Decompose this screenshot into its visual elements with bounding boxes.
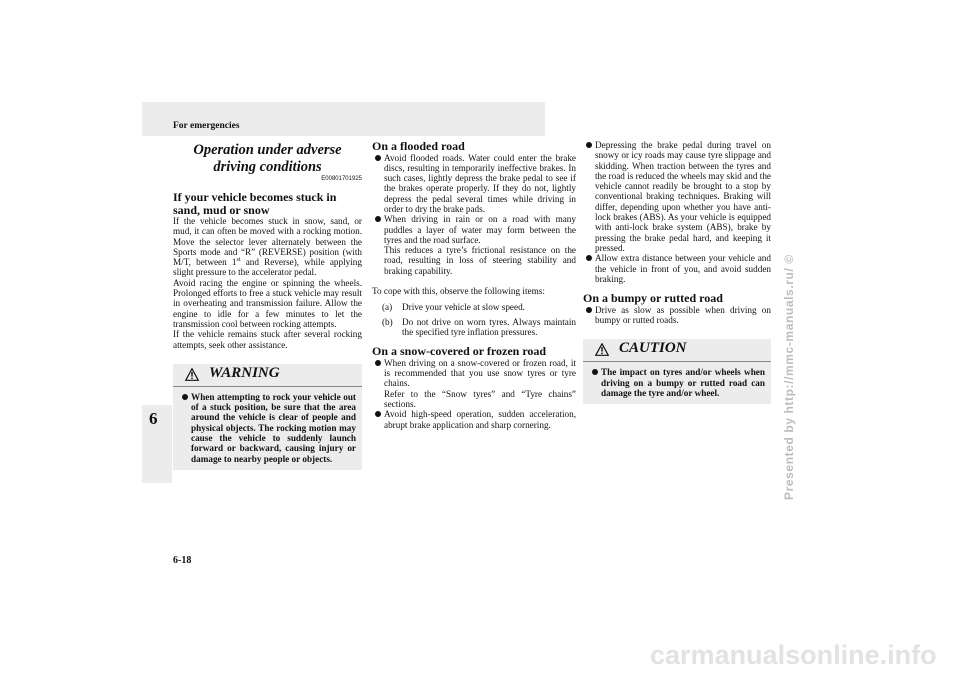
- caution-list: [589, 367, 765, 398]
- stuck-heading: If your vehicle becomes stuck in sand, mud or snow: [173, 190, 337, 217]
- bullet-icon: [375, 216, 381, 222]
- chapter-number: 6: [149, 409, 158, 428]
- section-code: E00801701925: [321, 176, 362, 182]
- list-item: When driving in rain or on a road with many puddles a layer of water may form between the tyres and the road surface. This reduces a tyre’s frictional resistance on the road, resulting in loss of steering stability and braking capability.: [372, 214, 576, 276]
- list-item: (b) Do not drive on worn tyres. Always maintain the specified tyre inflation pressures.: [382, 316, 576, 337]
- cope-list: [372, 302, 576, 337]
- warning-header: [173, 364, 362, 387]
- warning-box: [173, 364, 362, 470]
- list-item: Avoid flooded roads. Water could enter the brake discs, resulting in temporarily ineffective brakes. In such cases, lightly depress the brake pedal to see if the brakes operate properly. If they do not, lightly depress the pedal several times while driving in order to dry the brake pads.: [372, 153, 576, 215]
- bullet-icon: [586, 255, 592, 261]
- snow-heading: On a snow-covered or frozen road: [372, 344, 547, 359]
- page-title: Operation under adverse driving conditions: [193, 142, 342, 175]
- caution-box: [583, 339, 771, 404]
- cope-intro: To cope with this, observe the following items:: [372, 286, 545, 297]
- bullet-icon: [375, 155, 381, 161]
- caution-triangle-icon: [595, 343, 609, 356]
- stuck-paragraph-1: If the vehicle becomes stuck in snow, sand, or mud, it can often be moved with a rocking motion. Move the selector lever alternately between the Sports mode and “R” (REVERSE) position (with M/T, between 1st and Reverse), while applying slight pressure to the accelerator pedal.: [173, 216, 362, 278]
- page-number: 6-18: [173, 555, 192, 566]
- bullet-icon: [592, 369, 598, 375]
- list-item: Avoid high-speed operation, sudden acceleration, abrupt brake application and sharp cornering.: [372, 409, 576, 430]
- snow-list: [372, 358, 576, 430]
- caution-label: CAUTION: [619, 340, 687, 357]
- list-item: (a) Drive your vehicle at slow speed.: [382, 302, 525, 313]
- warning-triangle-icon: [185, 368, 199, 381]
- column-middle: [372, 140, 576, 430]
- bullet-icon: [586, 307, 592, 313]
- bumpy-heading: On a bumpy or rutted road: [583, 291, 723, 306]
- warning-item: When attempting to rock your vehicle out of a stuck position, be sure that the area around the vehicle is clear of people and physical objects. The rocking motion may cause the vehicle to suddenly launch forward or backward, causing injury or damage to nearby people or objects.: [179, 392, 356, 464]
- stuck-paragraph-3: If the vehicle remains stuck after several rocking attempts, seek other assistance.: [173, 329, 362, 350]
- column-right: [583, 140, 771, 404]
- bottom-watermark: carmanualsonline.info: [650, 640, 937, 670]
- caution-header: [583, 339, 771, 362]
- column-left: [173, 140, 362, 470]
- flooded-heading: On a flooded road: [372, 139, 465, 153]
- bumpy-list: [583, 305, 771, 326]
- caution-item: The impact on tyres and/or wheels when driving on a bumpy or rutted road can damage the tyre and/or wheel.: [589, 367, 765, 398]
- flooded-list: [372, 153, 576, 277]
- list-item: Allow extra distance between your vehicle and the vehicle in front of you, and avoid sudden braking.: [583, 253, 771, 284]
- stuck-paragraph-2: Avoid racing the engine or spinning the wheels. Prolonged efforts to free a stuck vehicle may result in overheating and transmission failure. Allow the engine to idle for a few minutes to let the transmission cool between rocking attempts.: [173, 277, 362, 329]
- side-watermark: Presented by http://mmc-manuals.ru/ ©: [782, 254, 796, 500]
- list-item: Depressing the brake pedal during travel on snowy or icy roads may cause tyre slippage and skidding. When traction between the tyres and the road is reduced the wheels may skid and the vehicle cannot readily be brought to a stop by conventional braking techniques. Braking will differ, depending upon whether you have anti-lock brakes (ABS). As your vehicle is equipped with anti-lock brake system (ABS), brake by pressing the brake pedal hard, and keeping it pressed.: [583, 140, 771, 253]
- list-item: Drive as slow as possible when driving on bumpy or rutted roads.: [583, 305, 771, 326]
- warning-list: [179, 392, 356, 464]
- snow-continued-list: [583, 140, 771, 284]
- bullet-icon: [375, 360, 381, 366]
- section-header: For emergencies: [173, 121, 240, 131]
- bullet-icon: [375, 411, 381, 417]
- bullet-icon: [586, 142, 592, 148]
- bullet-icon: [182, 394, 188, 400]
- list-item: When driving on a snow-covered or frozen road, it is recommended that you use snow tyres or tyre chains. Refer to the “Snow tyres” and “Tyre chains” sections.: [372, 358, 576, 409]
- warning-label: WARNING: [209, 364, 280, 381]
